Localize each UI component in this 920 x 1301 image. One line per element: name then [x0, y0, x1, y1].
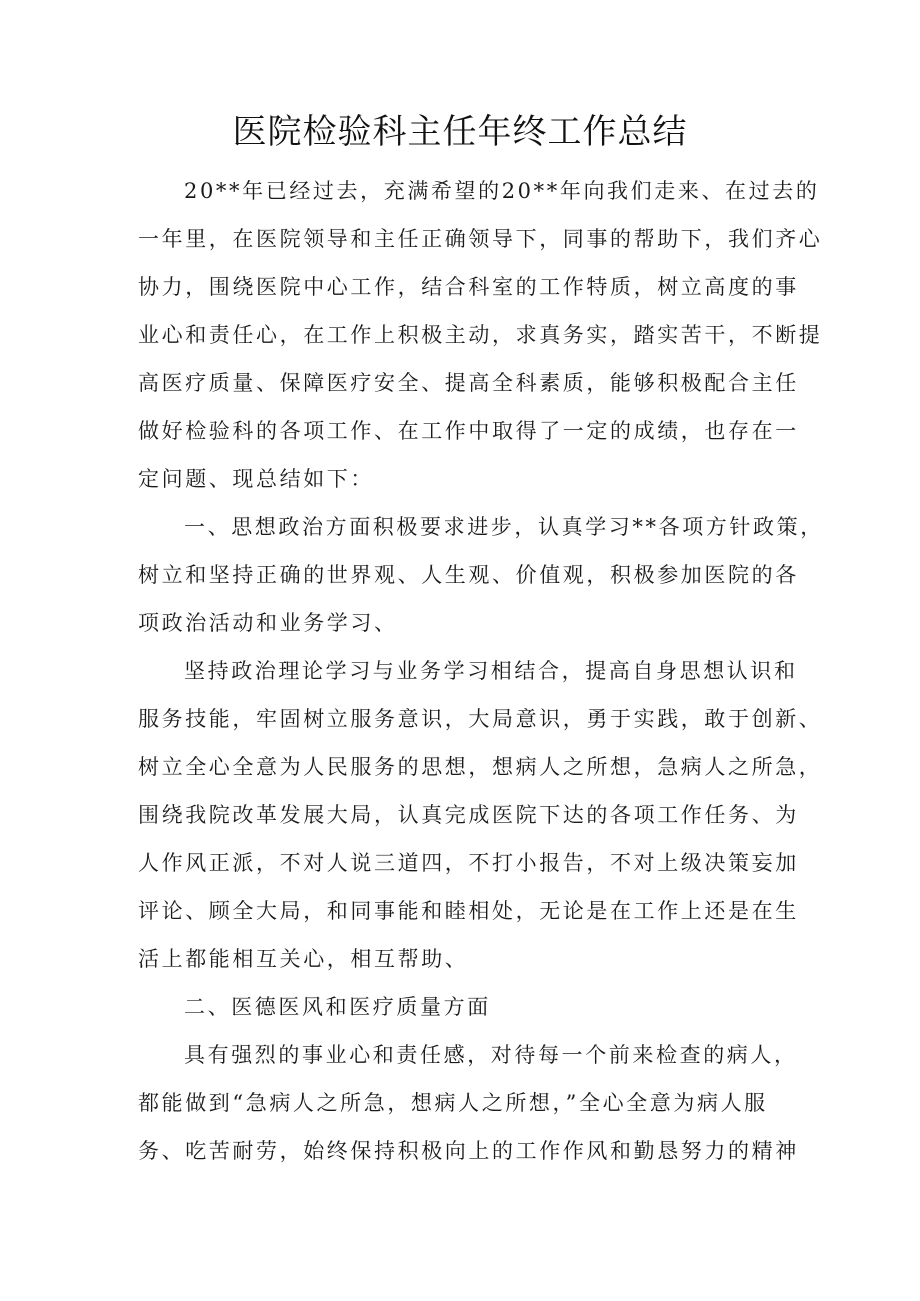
document-title: 医院检验科主任年终工作总结: [232, 112, 688, 152]
text-line: 定问题、现总结如下：: [138, 467, 374, 491]
text-line: 具有强烈的事业心和责任感，对待每一个前来检查的病人，: [184, 1043, 798, 1067]
text-line: 树立全心全意为人民服务的思想，想病人之所想，急病人之所急，: [138, 755, 823, 779]
text-line: 围绕我院改革发展大局，认真完成医院下达的各项工作任务、为: [138, 803, 799, 827]
text-line: 一年里，在医院领导和主任正确领导下，同事的帮助下，我们齐心: [138, 227, 823, 251]
section-heading: 二、医德医风和医疗质量方面: [184, 995, 491, 1019]
text-line: 树立和坚持正确的世界观、人生观、价值观，积极参加医院的各: [138, 563, 799, 587]
text-line: 协力，围绕医院中心工作，结合科室的工作特质，树立高度的事: [138, 275, 799, 299]
text-line: 做好检验科的各项工作、在工作中取得了一定的成绩，也存在一: [138, 419, 799, 443]
text-line: 都能做到“急病人之所急，想病人之所想，”全心全意为病人服: [138, 1091, 768, 1115]
text-line: 服务技能，牢固树立服务意识，大局意识，勇于实践，敢于创新、: [138, 707, 823, 731]
text-line: 高医疗质量、保障医疗安全、提高全科素质，能够积极配合主任: [138, 371, 799, 395]
text-line: 人作风正派，不对人说三道四，不打小报告，不对上级决策妄加: [138, 851, 799, 875]
text-line: 一、思想政治方面积极要求进步，认真学习**各项方针政策，: [184, 515, 824, 539]
text-line: 评论、顾全大局，和同事能和睦相处，无论是在工作上还是在生: [138, 899, 799, 923]
text-line: 业心和责任心，在工作上积极主动，求真务实，踏实苦干，不断提: [138, 323, 823, 347]
text-line: 项政治活动和业务学习、: [138, 611, 398, 635]
text-line: 20**年已经过去，充满希望的20**年向我们走来、在过去的: [184, 179, 820, 203]
text-line: 务、吃苦耐劳，始终保持积极向上的工作作风和勤恳努力的精神: [138, 1139, 799, 1163]
text-line: 坚持政治理论学习与业务学习相结合，提高自身思想认识和: [184, 659, 798, 683]
text-line: 活上都能相互关心，相互帮助、: [138, 947, 469, 971]
